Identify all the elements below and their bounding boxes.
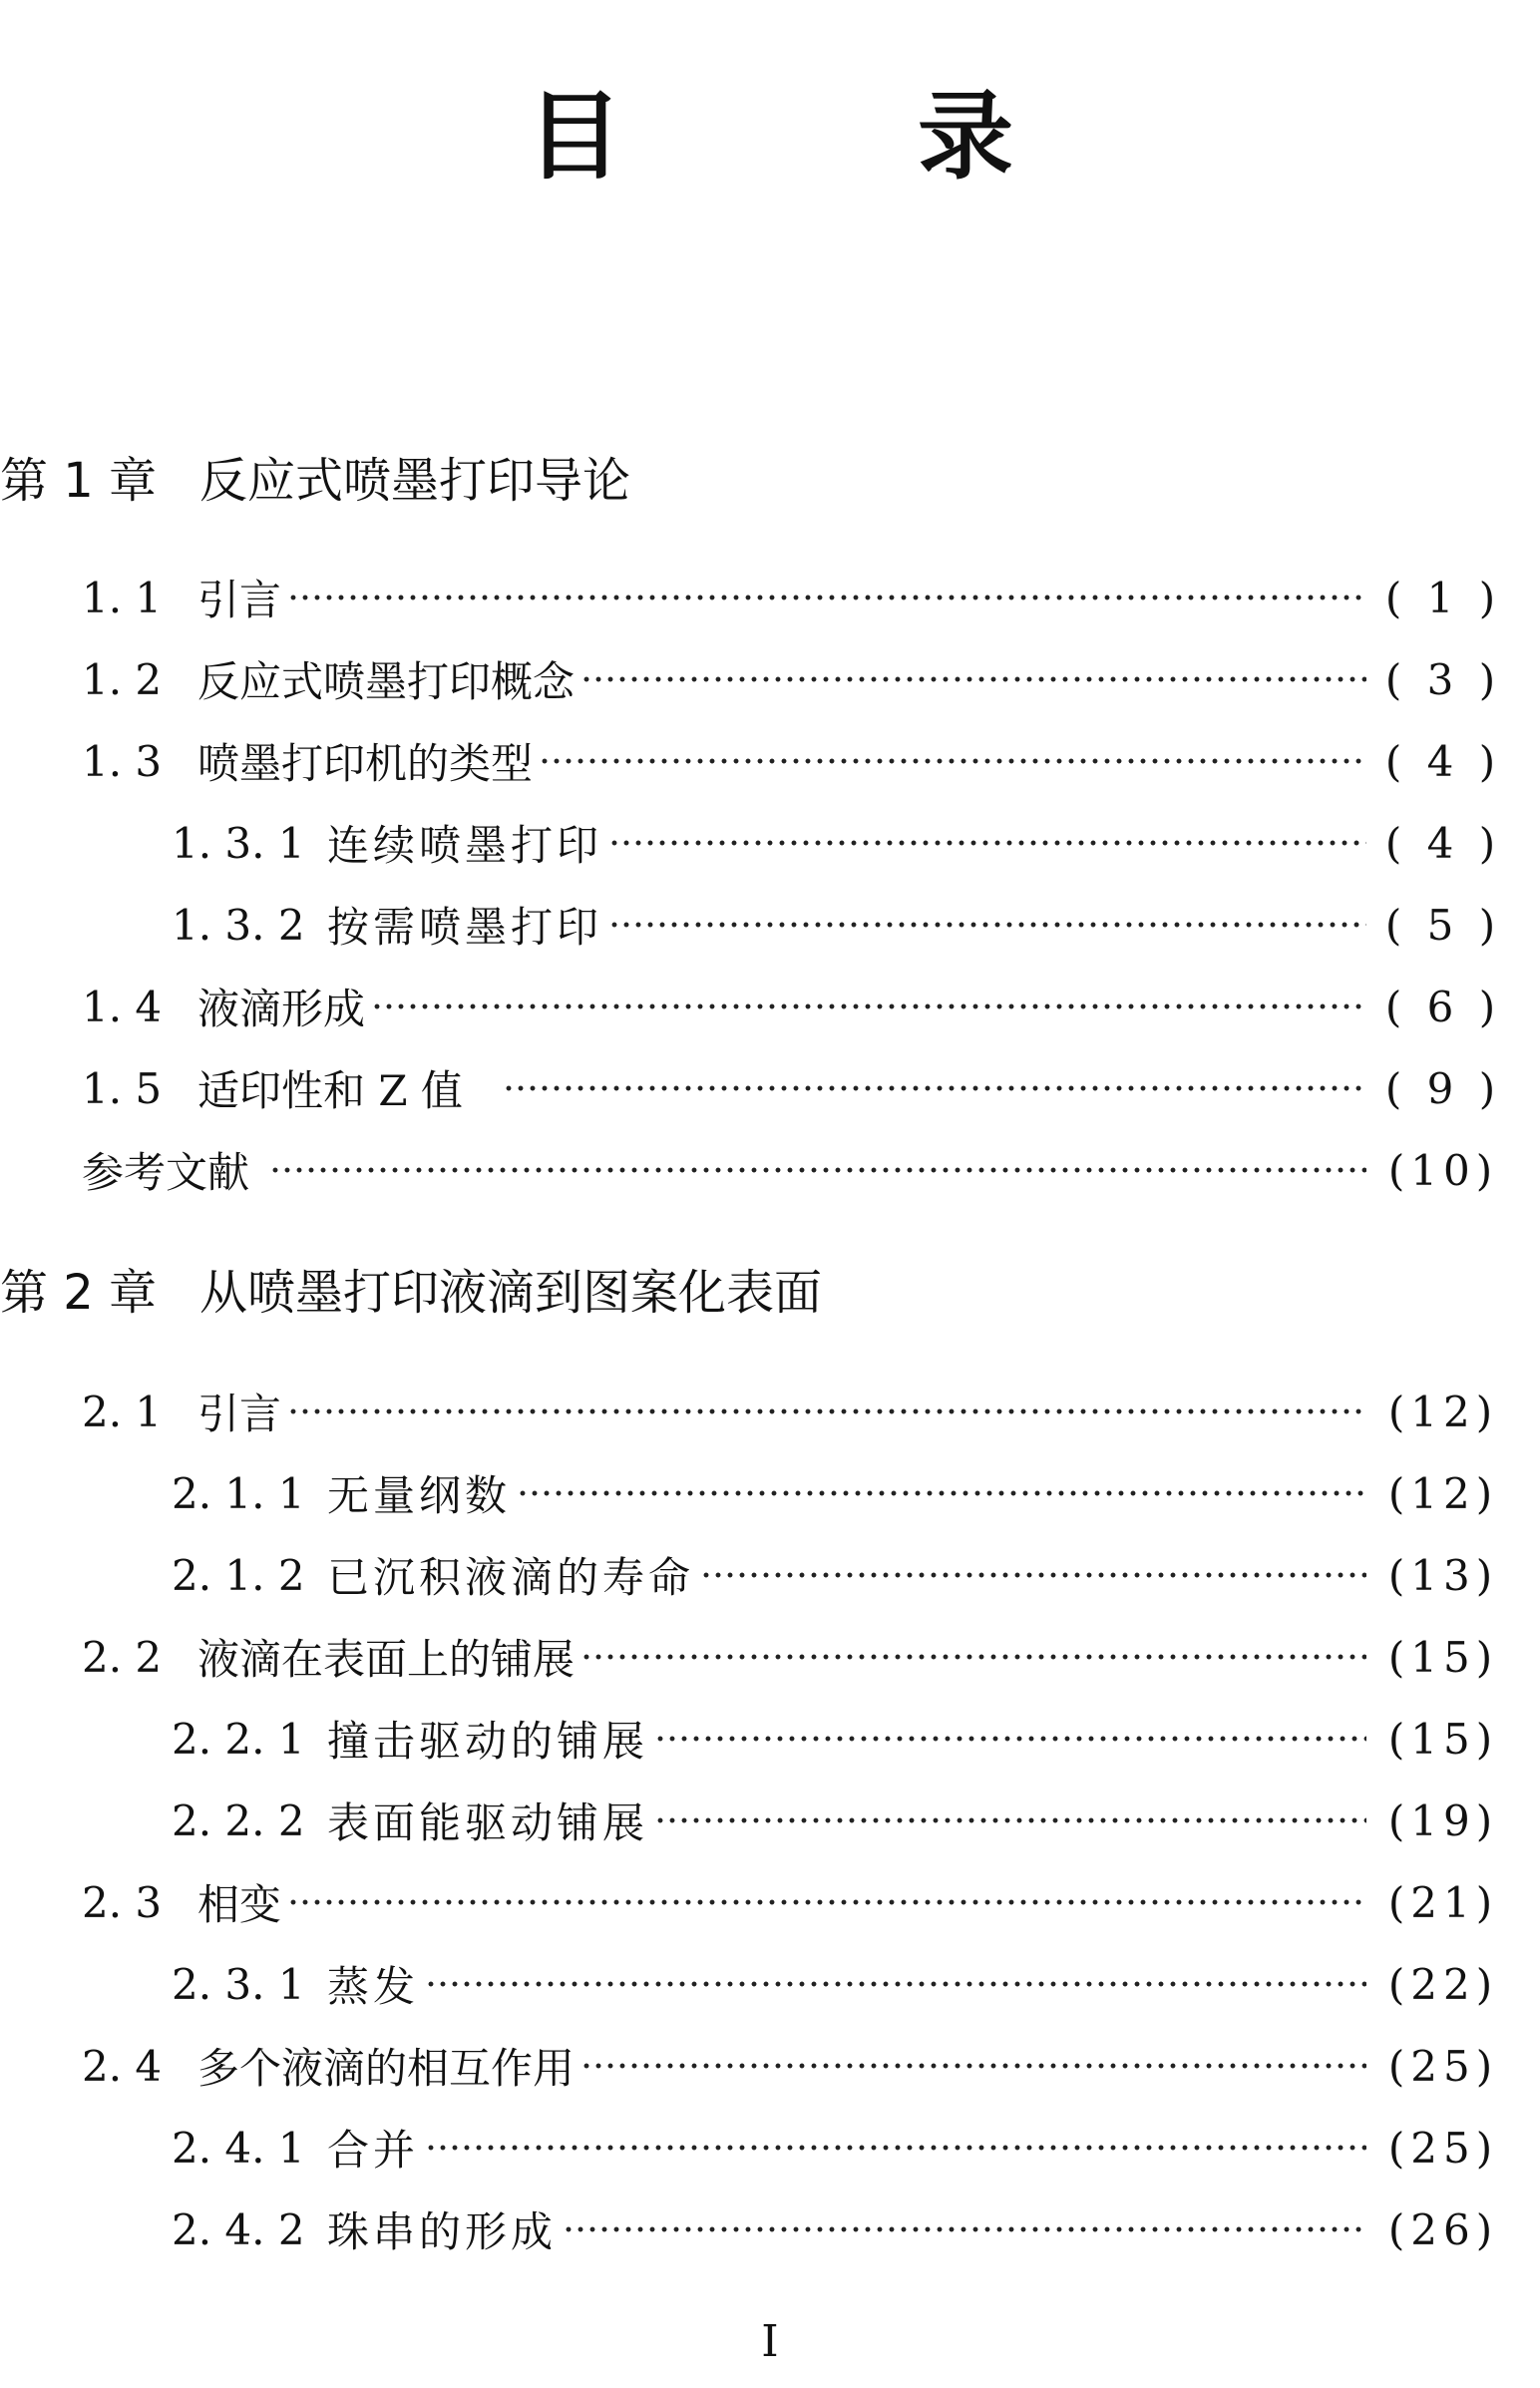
section-number: 1. 3 <box>82 736 163 786</box>
toc-entry[interactable] <box>172 815 1506 871</box>
dot-leader <box>700 1568 1366 1582</box>
chapter-heading <box>0 1263 822 1323</box>
toc-entry[interactable] <box>82 2038 1506 2094</box>
page-ref: ( 1 ) <box>1384 573 1502 622</box>
section-number: 1. 3. 1 <box>172 818 305 868</box>
chapter-title: 从喷墨打印液滴到图案化表面 <box>199 1265 823 1321</box>
section-title: 表面能驱动铺展 <box>327 1798 649 1847</box>
page-ref: ( 5 ) <box>1384 900 1502 950</box>
section-number: 2. 4. 2 <box>172 2204 305 2254</box>
section-title: 撞击驱动的铺展 <box>327 1717 649 1766</box>
toc-entry[interactable] <box>172 1956 1506 2012</box>
section-title: 适印性和 Z 值 <box>197 1066 463 1115</box>
page-ref: (25) <box>1387 2123 1499 2173</box>
section-number: 2. 2. 1 <box>172 1714 305 1764</box>
section-title: 无量纲数 <box>327 1471 512 1520</box>
dot-leader <box>287 1404 1366 1418</box>
section-number: 2. 4 <box>82 2041 163 2091</box>
section-title: 液滴形成 <box>197 985 366 1033</box>
toc-entry[interactable] <box>172 1547 1506 1603</box>
page-ref: (21) <box>1387 1877 1499 1927</box>
page-ref: (25) <box>1387 2041 1499 2091</box>
dot-leader <box>503 1081 1366 1095</box>
section-title: 连续喷墨打印 <box>327 821 603 870</box>
page-ref: (15) <box>1387 1632 1499 1682</box>
section-number: 2. 1. 1 <box>172 1468 305 1518</box>
toc-entry[interactable] <box>82 1874 1506 1930</box>
section-number: 2. 1 <box>82 1387 163 1436</box>
toc-entry[interactable] <box>82 651 1506 707</box>
page-ref: (15) <box>1387 1714 1499 1764</box>
dot-leader <box>287 1895 1366 1909</box>
toc-entry[interactable] <box>82 1629 1506 1685</box>
section-title: 引言 <box>197 576 282 624</box>
chapter-heading <box>0 451 630 511</box>
dot-leader <box>563 2222 1366 2236</box>
section-number: 1. 5 <box>82 1063 163 1113</box>
page-ref: ( 4 ) <box>1384 818 1502 868</box>
section-title: 已沉积液滴的寿命 <box>327 1553 695 1602</box>
section-title: 按需喷墨打印 <box>327 903 603 952</box>
page-ref: (10) <box>1387 1145 1499 1195</box>
section-number: 1. 2 <box>82 654 163 704</box>
dot-leader <box>269 1163 1366 1177</box>
page-ref: (26) <box>1387 2204 1499 2254</box>
chapter-title: 反应式喷墨打印导论 <box>199 453 631 509</box>
section-number: 2. 3 <box>82 1877 163 1927</box>
dot-leader <box>654 1732 1366 1746</box>
section-title: 反应式喷墨打印概念 <box>197 657 576 706</box>
toc-entry[interactable] <box>172 2120 1506 2176</box>
page-ref: ( 4 ) <box>1384 736 1502 786</box>
toc-entry[interactable] <box>172 1792 1506 1848</box>
chapter-number: 第 1 章 <box>0 453 158 509</box>
page-ref: ( 9 ) <box>1384 1063 1502 1113</box>
toc-entry[interactable] <box>82 1060 1506 1116</box>
page-ref: (13) <box>1387 1550 1499 1600</box>
toc-entry[interactable] <box>172 1465 1506 1521</box>
dot-leader <box>580 672 1366 686</box>
page-ref: (12) <box>1387 1387 1499 1436</box>
toc-entry[interactable] <box>82 1384 1506 1439</box>
dot-leader <box>425 2141 1366 2155</box>
page-number: I <box>761 2316 779 2367</box>
section-title: 参考文献 <box>82 1148 250 1197</box>
dot-leader <box>608 918 1366 932</box>
dot-leader <box>539 754 1366 768</box>
section-title: 相变 <box>197 1880 282 1929</box>
page-ref: (22) <box>1387 1959 1499 2009</box>
section-title: 蒸发 <box>327 1962 420 2011</box>
section-number: 1. 4 <box>82 982 163 1031</box>
dot-leader <box>287 591 1366 604</box>
page-ref: (12) <box>1387 1468 1499 1518</box>
dot-leader <box>425 1977 1366 1991</box>
page-ref: ( 3 ) <box>1384 654 1502 704</box>
section-title: 多个液滴的相互作用 <box>197 2044 576 2093</box>
section-title: 喷墨打印机的类型 <box>197 739 534 788</box>
dot-leader <box>608 836 1366 850</box>
section-number: 1. 3. 2 <box>172 900 305 950</box>
section-number: 2. 1. 2 <box>172 1550 305 1600</box>
toc-entry[interactable] <box>82 570 1506 625</box>
section-number: 2. 2. 2 <box>172 1795 305 1845</box>
section-title: 引言 <box>197 1390 282 1438</box>
toc-entry[interactable] <box>82 979 1506 1034</box>
dot-leader <box>580 2059 1366 2073</box>
dot-leader <box>654 1813 1366 1827</box>
toc-entry[interactable] <box>82 1142 1506 1198</box>
page-ref: (19) <box>1387 1795 1499 1845</box>
toc-entry[interactable] <box>172 1711 1506 1767</box>
toc-entry[interactable] <box>172 897 1506 953</box>
section-number: 2. 4. 1 <box>172 2123 305 2173</box>
section-title: 合并 <box>327 2126 420 2175</box>
dot-leader <box>517 1486 1366 1500</box>
section-number: 1. 1 <box>82 573 163 622</box>
toc-entry[interactable] <box>82 733 1506 789</box>
toc-entry[interactable] <box>172 2201 1506 2257</box>
chapter-number: 第 2 章 <box>0 1265 158 1321</box>
dot-leader <box>580 1650 1366 1664</box>
page-ref: ( 6 ) <box>1384 982 1502 1031</box>
dot-leader <box>371 999 1366 1013</box>
section-title: 珠串的形成 <box>327 2207 558 2256</box>
section-number: 2. 3. 1 <box>172 1959 305 2009</box>
section-number: 2. 2 <box>82 1632 163 1682</box>
section-title: 液滴在表面上的铺展 <box>197 1635 576 1684</box>
toc-title: 目 录 <box>527 81 1113 193</box>
